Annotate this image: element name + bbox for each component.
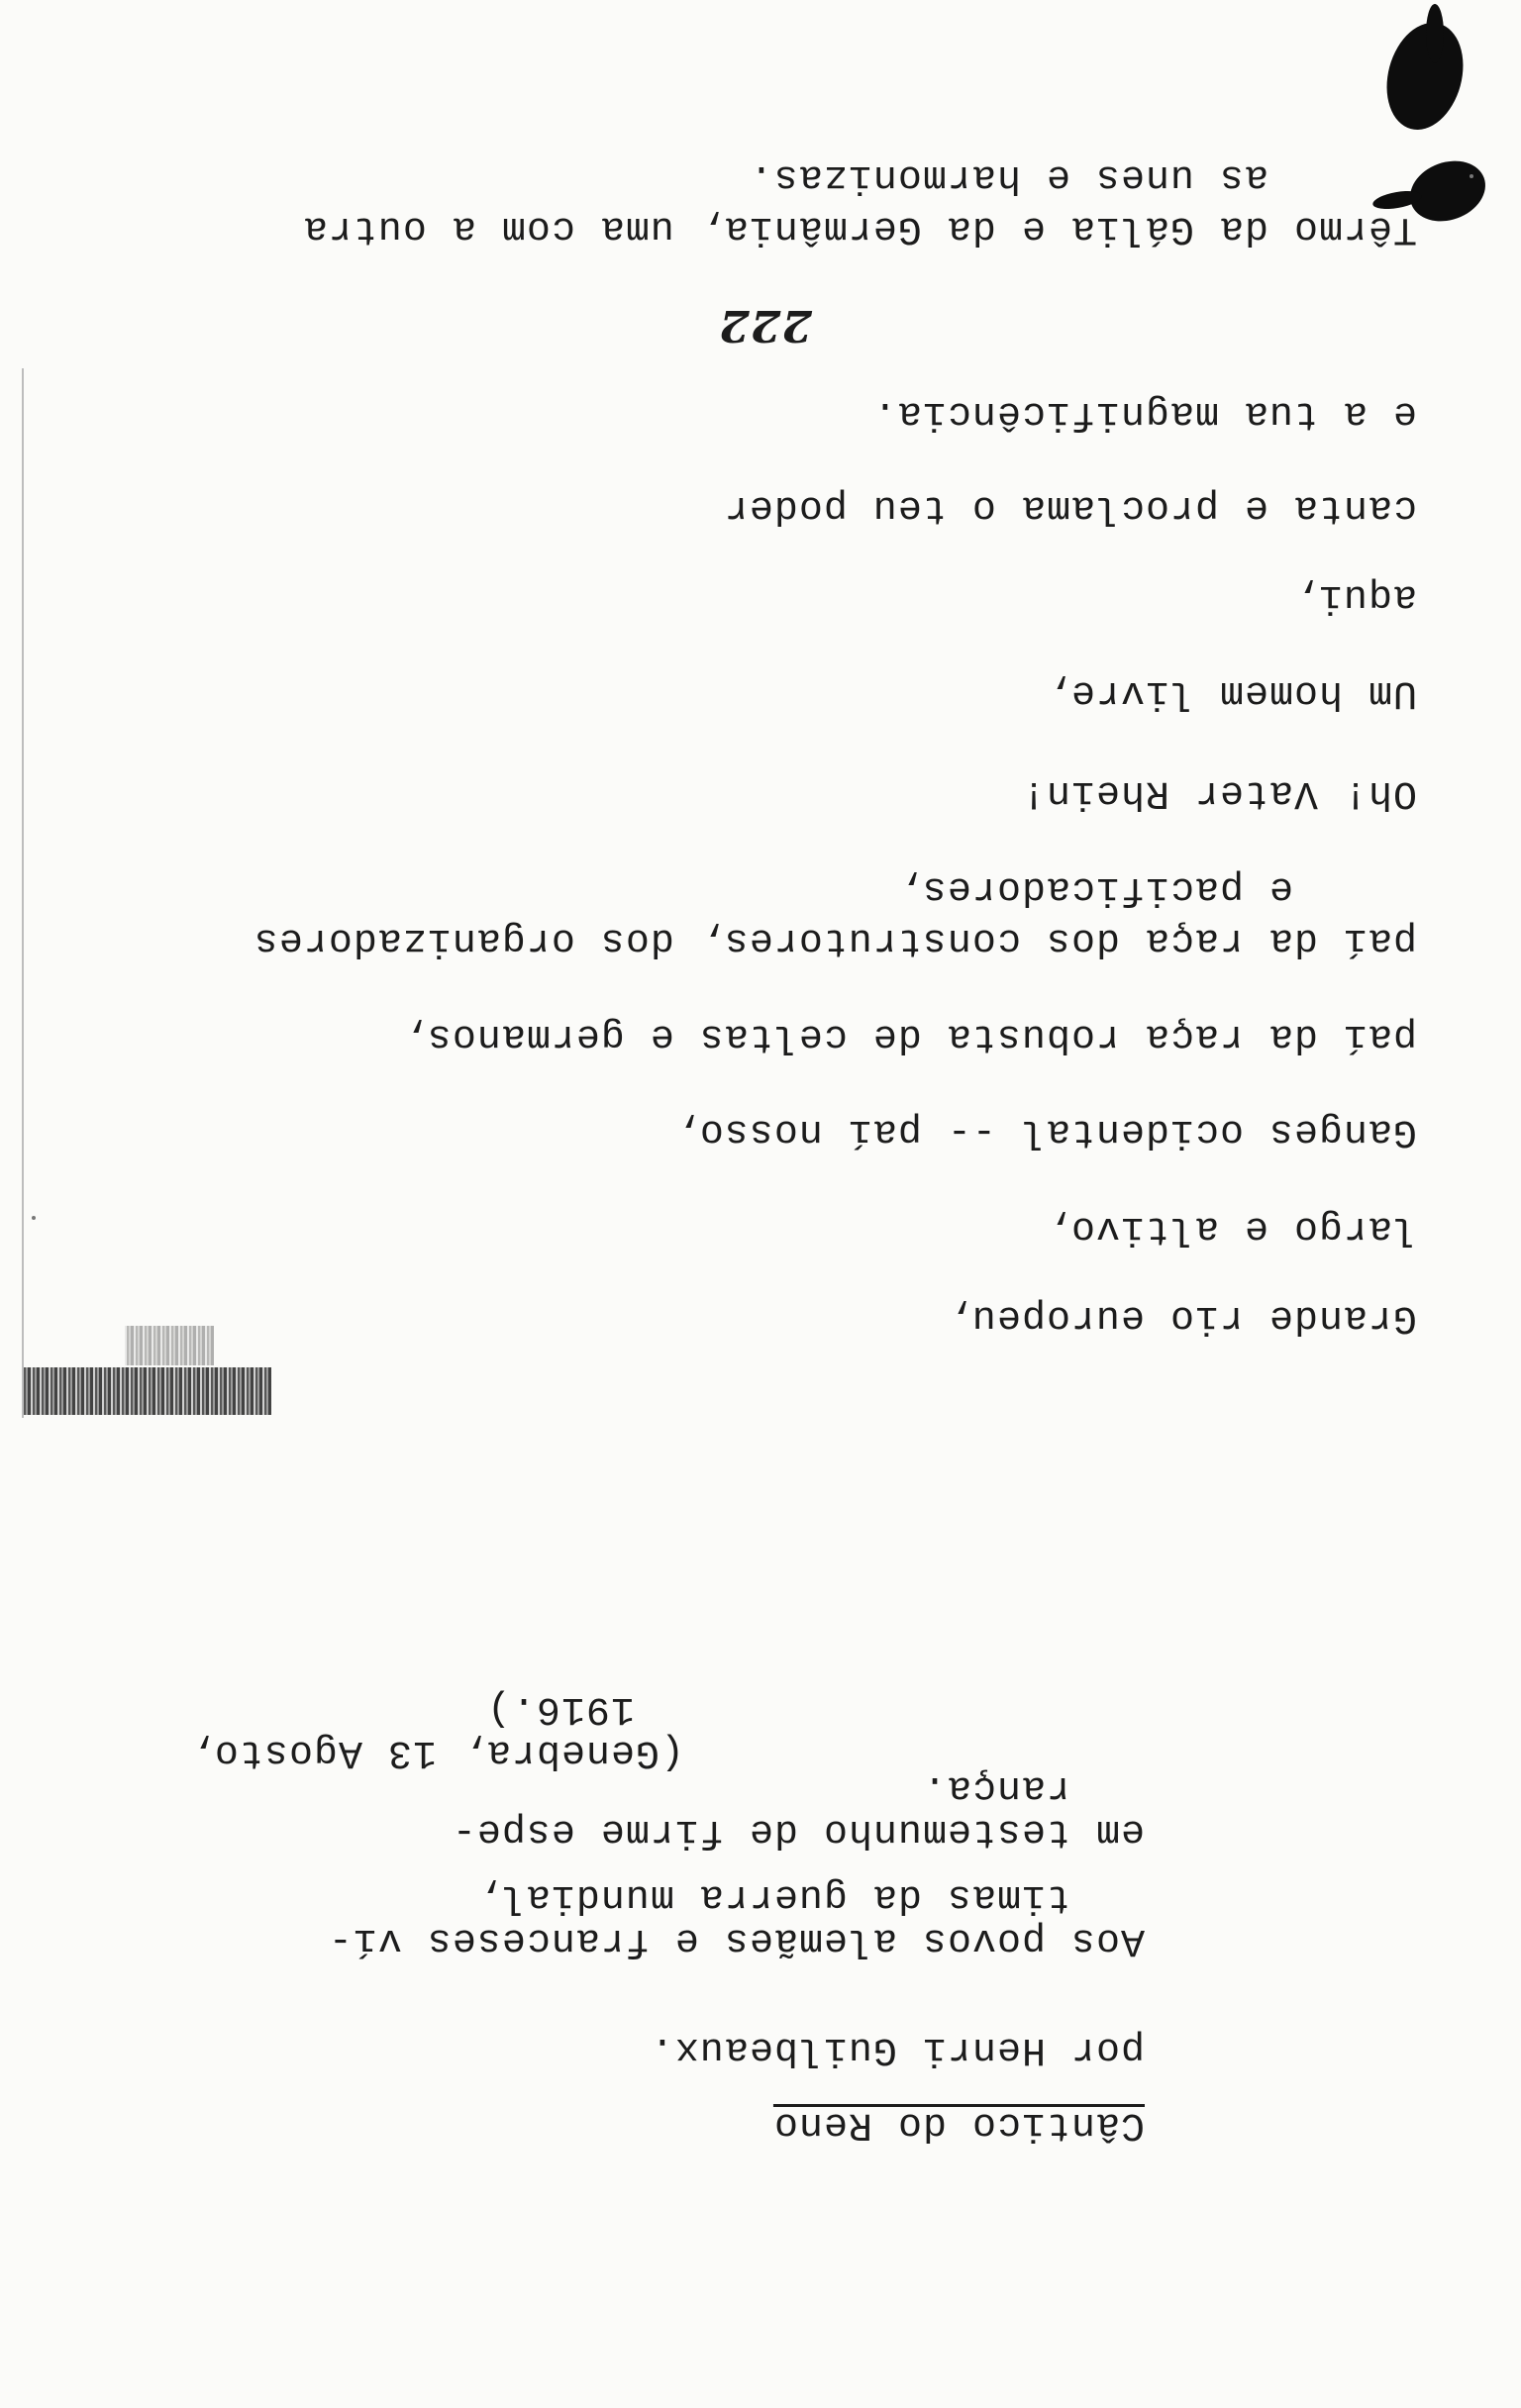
poem-line: aqui, xyxy=(1292,574,1417,619)
poem-line: e pacificadores, xyxy=(896,866,1417,911)
dedication-line: Aos povos alemães e franceses ví- xyxy=(327,1918,1145,1962)
poem-line: paí da raça robusta de celtas e germanos, xyxy=(401,1014,1417,1058)
author-line: por Henri Guilbeaux. xyxy=(649,2027,1145,2071)
dedication-line: timas da guerra mundial, xyxy=(475,1874,1145,1919)
poem-line: largo e altivo, xyxy=(1045,1206,1417,1251)
scan-edge-line xyxy=(22,368,24,1418)
document-title: Cântico do Reno xyxy=(772,2102,1145,2147)
stray-mark xyxy=(1470,174,1473,178)
stray-mark xyxy=(32,1216,36,1220)
poem-line: Grande rio europeu, xyxy=(946,1295,1417,1340)
continuation-line: Têrmo da Gália e da Germânia, uma com a outra xyxy=(302,206,1417,251)
ink-blot-bottom xyxy=(1375,14,1474,138)
poem-line: Um homem livre, xyxy=(1045,670,1417,715)
poem-line: e a tua magnificência. xyxy=(871,391,1417,436)
scan-smudge xyxy=(24,1367,271,1415)
dedication-line: em testemunho de firme espe- xyxy=(451,1809,1145,1854)
poem-line: Oh! Vater Rhein! xyxy=(1020,770,1417,815)
poem-line: Ganges ocidental -- paí nosso, xyxy=(673,1109,1417,1154)
poem-line: canta e proclama o teu poder xyxy=(723,485,1417,530)
continuation-line: as unes e harmonizas. xyxy=(748,154,1417,199)
dedication-line: rança. xyxy=(921,1765,1145,1810)
dateline: 1916.) xyxy=(485,1686,684,1731)
poem-line: paí da raça dos construtores, dos organizadores xyxy=(253,918,1417,962)
scan-smudge-faint xyxy=(125,1326,214,1365)
page-marker: 222 xyxy=(718,300,812,351)
ink-blot-bottom-drip xyxy=(1426,4,1444,63)
dateline: (Genebra, 13 Agosto, xyxy=(188,1730,684,1774)
